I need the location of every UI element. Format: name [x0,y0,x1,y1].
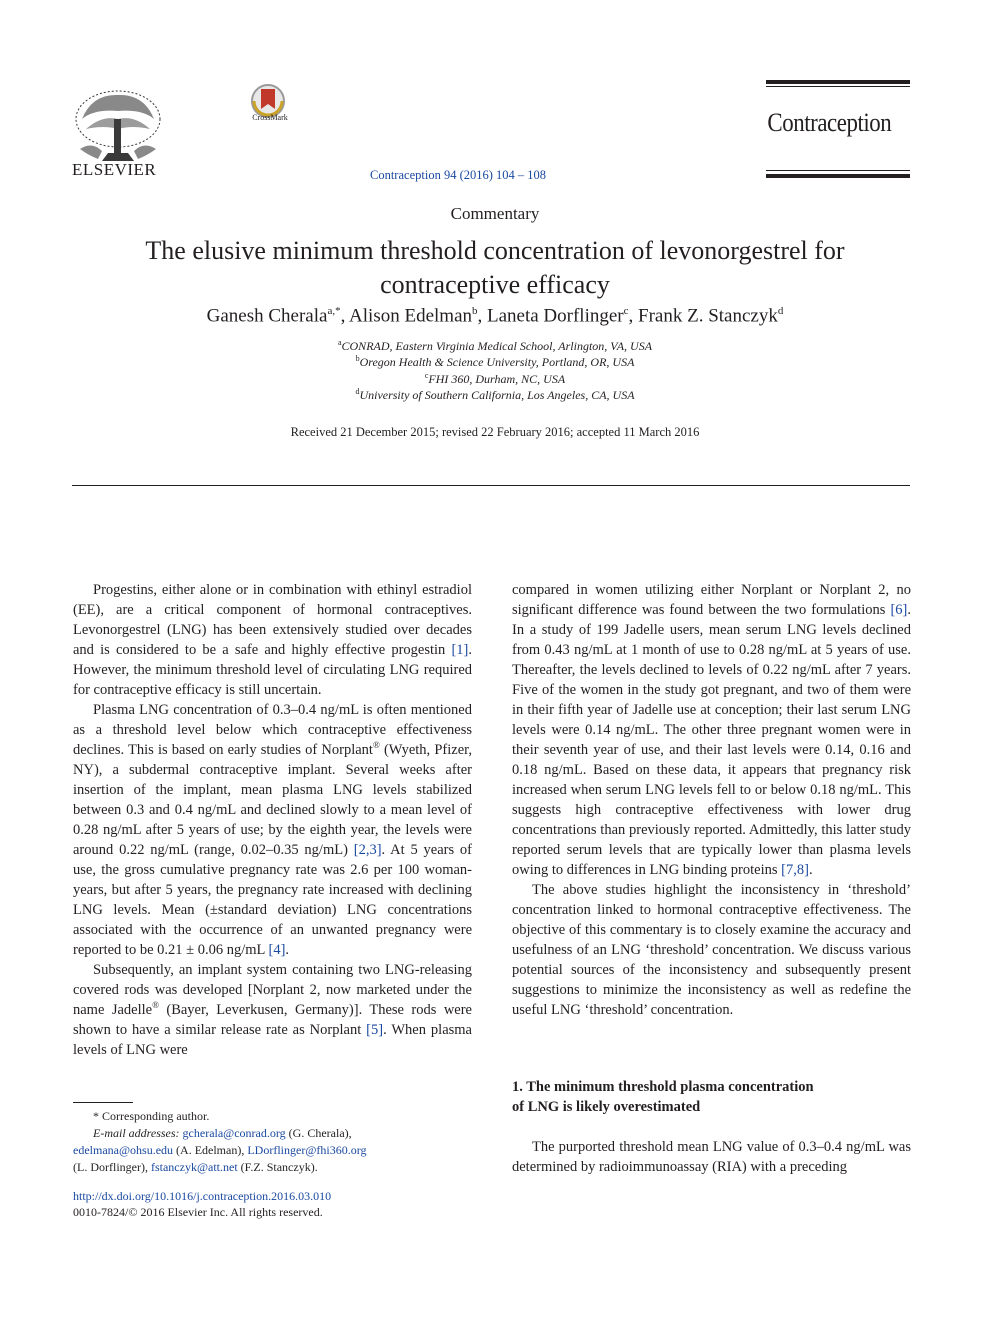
text: Progestins, either alone or in combination with ethinyl estradiol (EE), are a critical component of hormonal contraceptives. Levonorgestrel (LNG) has been extensively studied over decades and is considered to be a safe and highly effective progestin [73,582,472,658]
header-divider [72,485,910,486]
text: Subsequently, an implant system containing two LNG-releasing covered rods was developed [Norplant 2, now marketed under the name Jadelle [73,962,472,1018]
footnote-divider [73,1102,133,1103]
reference-link[interactable]: [1] [451,642,469,658]
affiliation [0,387,990,403]
email-line [73,1125,472,1142]
text: (Bayer, Leverkusen, Germany)]. These rods were shown to have a similar release rate as Norplant [73,1002,472,1038]
body-column-right [512,580,911,1020]
text: Plasma LNG concentration of 0.3–0.4 ng/mL is often mentioned as a threshold level below which contraceptive effectiveness declines. This is based on early studies of Norplant [73,702,472,758]
email-owner: (G. Cherala), [285,1126,352,1140]
text: compared in women utilizing either Norplant or Norplant 2, no significant difference was found between the two formulations [512,582,911,618]
article-title: The elusive minimum threshold concentration of levonorgestrel for contraceptive efficacy [145,236,845,299]
affiliation-text: University of Southern California, Los Angeles, CA, USA [359,388,635,402]
author-sup: a,* [327,305,341,317]
body-paragraph [73,700,472,960]
text: . At 5 years of use, the gross cumulative pregnancy rate was 2.6 per 100 woman-years, but after 5 years, the pregnancy rate increased with declining LNG levels. Mean (±standard deviation) LNG concentrations associated with the occurrence of an unwanted pregnancy were reported to be 0.21 ± 0.06 ng/mL [73,842,472,958]
corresponding-author-note: * Corresponding author. [93,1109,210,1123]
section-heading-line: of LNG is likely overestimated [512,1099,701,1115]
email-link[interactable]: edelmana@ohsu.edu [73,1143,174,1157]
affiliation-text: FHI 360, Durham, NC, USA [428,372,566,386]
author-sup: c [623,305,629,317]
journal-rule [766,170,910,171]
affiliation-text: CONRAD, Eastern Virginia Medical School, Arlington, VA, USA [341,339,653,353]
affiliation-sup: c [424,371,429,380]
affiliation-sup: a [337,338,342,347]
author-sup: d [777,305,784,317]
journal-rule [766,80,910,84]
body-paragraph: The above studies highlight the inconsistency in ‘threshold’ concentration linked to hormonal contraceptive effectiveness. The objective of this commentary is to closely examine the accuracy and usefulness of an LNG ‘threshold’ concentration. We discuss various potential sources of the inconsistency and subsequently present suggestions to minimize the inconsistency as well as redefine the useful LNG ‘threshold’ concentration. [512,882,911,1018]
journal-rule [766,174,910,178]
doi-block [73,1188,331,1220]
author-sup: b [472,305,478,317]
section-heading-line: 1. The minimum threshold plasma concentration [512,1079,814,1095]
email-owner: (L. Dorflinger), [73,1160,151,1174]
affiliation-text: Oregon Health & Science University, Portland, OR, USA [359,355,635,369]
reference-link[interactable]: [5] [366,1022,384,1038]
email-owner: (A. Edelman), [173,1143,248,1157]
footnotes [73,1108,472,1176]
author-name: Frank Z. Stanczyk [638,305,778,327]
author-name: Ganesh Cherala [206,305,328,327]
text: . When plasma levels of LNG were [73,1022,472,1058]
email-line [73,1142,472,1159]
email-label: E-mail addresses: [93,1126,180,1140]
affiliation-sup: d [355,387,360,396]
text: . [285,942,290,958]
text: . However, the minimum threshold level of circulating LNG required for contraceptive efficacy is still uncertain. [73,642,472,698]
body-column-right-continued [512,1137,911,1177]
affiliation [0,371,990,387]
journal-name: Contraception [767,108,892,137]
author-list: Ganesh Cherala$^{a,*}$, Alison Edelman$^b$, Laneta Dorflinger$^c$, Frank Z. Stanczyk$^d$ [206,305,784,327]
author-name: Alison Edelman [349,305,472,327]
reference-link[interactable]: [2,3] [353,842,382,858]
reference-link[interactable]: [7,8] [781,862,809,878]
email-link[interactable]: gcherala@conrad.org [182,1126,286,1140]
section-heading [512,1077,911,1117]
journal-rule [766,86,910,87]
body-paragraph [73,580,472,700]
email-line [73,1159,472,1176]
text: . [808,862,813,878]
reference-link[interactable]: [6] [890,602,908,618]
affiliation [0,354,990,370]
body-column-left [73,580,472,1060]
affiliation [0,338,990,354]
affiliation-sup: b [355,354,360,363]
body-paragraph [73,960,472,1060]
copyright: 0010-7824/© 2016 Elsevier Inc. All rights reserved. [73,1205,323,1219]
email-link[interactable]: fstanczyk@att.net [150,1160,238,1174]
email-owner: (F.Z. Stanczyk). [237,1160,318,1174]
registered-mark: ® [152,1000,159,1011]
crossmark-label: CrossMark [252,113,288,122]
email-link[interactable]: LDorflinger@fhi360.org [247,1143,367,1157]
text: . In a study of 199 Jadelle users, mean serum LNG levels declined from 0.43 ng/mL at 1 month of use to 0.28 ng/mL at 5 years of use. Thereafter, the levels declined to levels of 0.22 ng/mL after 7 years. Five of the women in the study got pregnant, and two of them were in their fifth year of Jadelle use at conception; their last serum LNG levels were 0.14 ng/mL. The other three pregnant women were in their seventh year of use, and their last levels were 0.14, 0.16 and 0.18 ng/mL. Based on these data, it appears that pregnancy risk increased when serum LNG levels fell to or below 0.18 ng/mL. This suggests high contraceptive effectiveness with lower drug concentrations than previously reported. Admittedly, this latter study reported serum levels that are typically lower than plasma levels owing to differences in LNG binding proteins [512,602,911,878]
text: (Wyeth, Pfizer, NY), a subdermal contraceptive implant. Several weeks after insertion of the implant, mean plasma LNG levels stabilized between 0.3 and 0.4 ng/mL and declined slowly to a mean level of 0.28 ng/mL after 5 years of use; by the eighth year, the levels were around 0.22 ng/mL (range, 0.02–0.35 ng/mL) [73,742,473,858]
received-dates: Received 21 December 2015; revised 22 February 2016; accepted 11 March 2016 [290,425,700,439]
journal-citation-link[interactable]: Contraception 94 (2016) 104 – 108 [370,168,547,182]
author-name: Laneta Dorflinger [487,305,624,327]
body-paragraph [512,580,911,880]
publisher-name: ELSEVIER [72,160,157,179]
registered-mark: ® [372,740,380,751]
doi-link[interactable]: http://dx.doi.org/10.1016/j.contraception.2016.03.010 [73,1189,332,1203]
body-paragraph: The purported threshold mean LNG value of 0.3–0.4 ng/mL was determined by radioimmunoassay (RIA) with a preceding [512,1139,911,1175]
reference-link[interactable]: [4] [268,942,286,958]
article-type: Commentary [450,204,540,223]
